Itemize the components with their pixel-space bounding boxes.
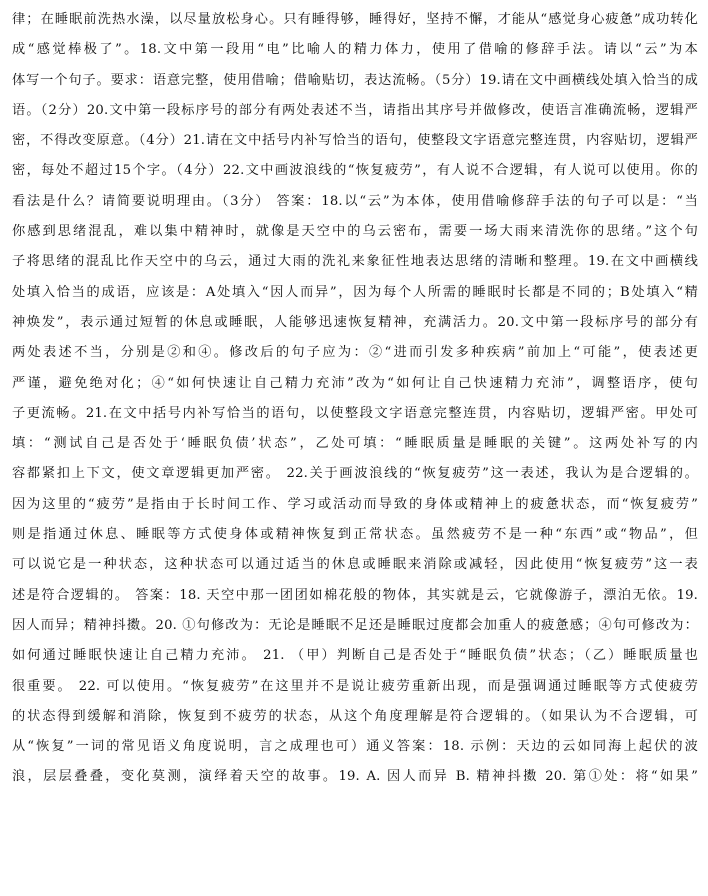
text-line: 可以说它是一种状态，这种状态可以通过适当的休息或睡眠来消除或减轻，因此使用“恢复疲劳”这一表	[12, 557, 698, 573]
text-line: 的状态得到缓解和消除，恢复到不疲劳的状态，从这个角度理解是符合逻辑的。（如果认为不合逻辑，可	[12, 708, 698, 724]
text-line: 两处表述不当，分别是②和④。修改后的句子应为：②“进而引发多种疾病”前加上“可能”，使表述更	[12, 345, 698, 361]
text-line: 填：“测试自己是否处于‘睡眠负债’状态”，乙处可填：“睡眠质量是睡眠的关键”。这两处补写的内	[12, 436, 698, 452]
text-line: 处填入恰当的成语，应该是：A处填入“因人而异”，因为每个人所需的睡眠时长都是不同的；B处填入“精	[12, 284, 698, 300]
text-line: 成“感觉棒极了”。18.文中第一段用“电”比喻人的精力体力，使用了借喻的修辞手法。请以“云”为本	[12, 42, 698, 58]
text-line: 语。（2分）20.文中第一段标序号的部分有两处表述不当，请指出其序号并做修改，使语言准确流畅，逻辑严	[12, 102, 698, 118]
text-line: 如何通过睡眠快速让自己精力充沛。 21. （甲）判断自己是否处于“睡眠负债”状态；（乙）睡眠质量也	[12, 648, 698, 664]
text-line: 因人而异；精神抖擞。20. ①句修改为：无论是睡眠不足还是睡眠过度都会加重人的疲惫感；④句可修改为：	[12, 617, 698, 633]
text-line: 述是符合逻辑的。 答案：18. 天空中那一团团如棉花般的物体，其实就是云，它就像游子，漂泊无依。19.	[12, 587, 698, 603]
text-line: 子将思绪的混乱比作天空中的乌云，通过大雨的洗礼来象征性地表达思绪的清晰和整理。19.在文中画横线	[12, 254, 698, 270]
text-line: 你感到思绪混乱，难以集中精神时，就像是天空中的乌云密布，需要一场大雨来清洗你的思绪。”这个句	[12, 224, 698, 240]
text-line: 因为这里的“疲劳”是指由于长时间工作、学习或活动而导致的身体或精神上的疲惫状态，而“恢复疲劳”	[12, 496, 698, 512]
text-line: 体写一个句子。要求：语意完整，使用借喻；借喻贴切，表达流畅。（5分）19.请在文中画横线处填入恰当的成	[12, 72, 698, 88]
text-line: 则是指通过休息、睡眠等方式使身体或精神恢复到正常状态。虽然疲劳不是一种“东西”或“物品”，但	[12, 527, 698, 543]
text-line: 严谨，避免绝对化；④“如何快速让自己精力充沛”改为“如何让自己快速精力充沛”，调整语序，使句	[12, 375, 698, 391]
text-line: 密，每处不超过15个字。（4分）22.文中画波浪线的“恢复疲劳”，有人说不合逻辑，有人说可以使用。你的	[12, 163, 698, 179]
text-line: 神焕发”，表示通过短暂的休息或睡眠，人能够迅速恢复精神，充满活力。20.文中第一段标序号的部分有	[12, 314, 698, 330]
text-line: 从“恢复”一词的常见语义角度说明，言之成理也可）通义答案：18. 示例：天边的云如同海上起伏的波	[12, 739, 698, 755]
text-line: 很重要。 22. 可以使用。“恢复疲劳”在这里并不是说让疲劳重新出现，而是强调通过睡眠等方式使疲劳	[12, 678, 698, 694]
text-line: 律；在睡眠前洗热水澡，以尽量放松身心。只有睡得够，睡得好，坚持不懈，才能从“感觉身心疲惫”成功转化	[12, 12, 698, 27]
text-line: 浪，层层叠叠，变化莫测，演绎着天空的故事。19. A. 因人而异 B. 精神抖擞 20. 第①处：将“如果”	[12, 769, 698, 785]
text-line: 密，不得改变原意。（4分）21.请在文中括号内补写恰当的语句，使整段文字语意完整连贯，内容贴切，逻辑严	[12, 133, 698, 149]
text-line: 看法是什么？请简要说明理由。（3分） 答案：18.以“云”为本体，使用借喻修辞手法的句子可以是：“当	[12, 193, 698, 209]
text-line: 容都紧扣上下文，使文章逻辑更加严密。 22.关于画波浪线的“恢复疲劳”这一表述，我认为是合逻辑的。	[12, 466, 698, 482]
text-line: 子更流畅。21.在文中括号内补写恰当的语句，以使整段文字语意完整连贯，内容贴切，逻辑严密。甲处可	[12, 405, 698, 421]
